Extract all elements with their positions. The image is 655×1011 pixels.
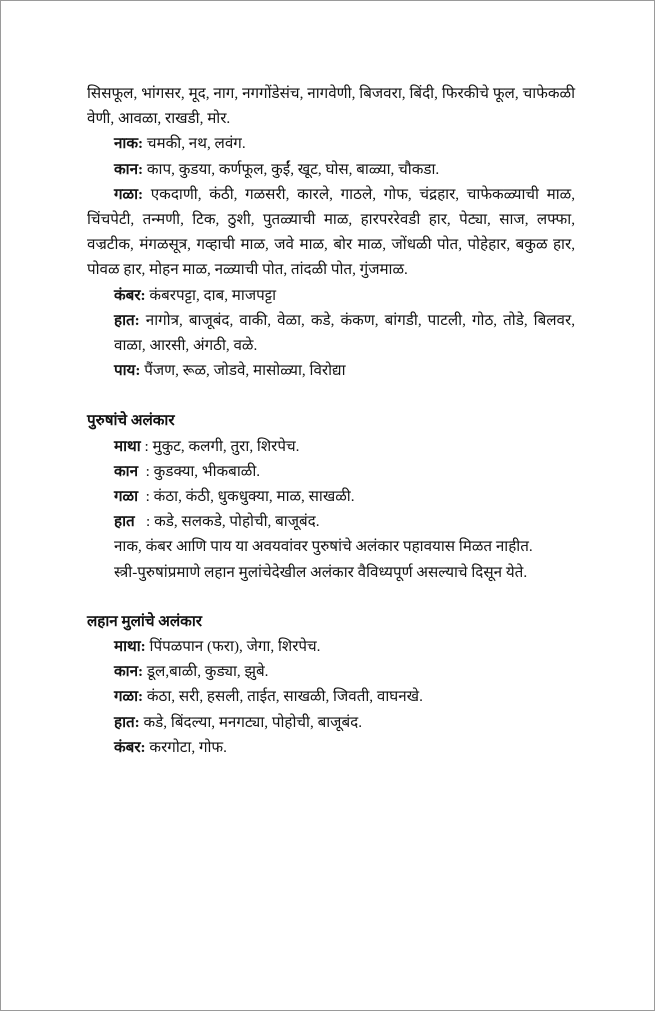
men-note-1: नाक, कंबर आणि पाय या अवयवांवर पुरुषांचे अलंकार पहावयास मिळत नाहीत. — [114, 538, 533, 556]
men-entry-matha — [87, 434, 575, 459]
children-entry-gala — [87, 684, 575, 709]
men-entry-haat-label: हात — [114, 513, 135, 531]
men-entry-gala-sep: : — [138, 488, 154, 506]
women-entry-haat — [87, 308, 575, 358]
men-entry-matha-value: मुकुट, कलगी, तुरा, शिरपेच. — [152, 437, 300, 455]
women-entry-naak-label: नाक: — [114, 135, 144, 153]
page-content — [87, 81, 575, 760]
children-entry-haat-label: हात: — [114, 713, 140, 731]
men-entry-kaan-label: कान — [114, 462, 139, 480]
women-entry-paay — [87, 358, 575, 383]
men-note-2: स्त्री‑पुरुषांप्रमाणे लहान मुलांचेदेखील अलंकार वैविध्यपूर्ण असल्याचे दिसून येते. — [114, 563, 528, 581]
children-entry-gala-value: कंठा, सरी, हसली, ताईत, साखळी, जिवती, वाघनखे. — [146, 688, 423, 706]
men-entry-gala-label: गळा — [114, 488, 139, 506]
children-entry-matha-label: माथा: — [114, 638, 146, 656]
men-entry-matha-sep: : — [140, 437, 153, 455]
women-entry-gala-label: गळा: — [114, 185, 144, 203]
men-section-heading: पुरुषांचे अलंकार — [87, 412, 175, 430]
women-entry-paay-label: पाय: — [114, 362, 141, 380]
women-entry-kambar — [87, 283, 575, 308]
children-entry-kaan — [87, 659, 575, 684]
men-entry-gala-value: कंठा, कंठी, धुकधुक्या, माळ, साखळी. — [153, 488, 355, 506]
men-entry-kaan-value: कुडक्या, भीकबाळी. — [153, 462, 261, 480]
women-entry-kaan — [87, 157, 575, 182]
men-entry-matha-label: माथा — [114, 437, 141, 455]
women-entry-naak — [87, 131, 575, 156]
women-entry-kambar-label: कंबर: — [114, 286, 146, 304]
children-entry-kaan-value: डूल,बाळी, कुड्या, झुबे. — [146, 663, 269, 681]
women-head-paragraph — [87, 81, 575, 131]
children-entry-kaan-label: कान: — [114, 663, 144, 681]
men-entry-haat — [87, 509, 575, 534]
women-entry-paay-value: पैंजण, रूळ, जोडवे, मासोळ्या, विरोद्या — [144, 362, 346, 380]
children-entry-kambar-label: कंबर: — [114, 738, 146, 756]
children-entry-haat-value: कडे, बिंदल्या, मनगट्या, पोहोची, बाजूबंद. — [143, 713, 362, 731]
children-entry-matha-value: पिंपळपान (फरा), जेगा, शिरपेच. — [149, 638, 321, 656]
men-entry-kaan-sep: : — [138, 462, 154, 480]
men-entry-haat-value: कडे, सलकडे, पोहोची, बाजूबंद. — [154, 513, 320, 531]
children-entry-gala-label: गळा: — [114, 688, 144, 706]
women-entry-gala-value: एकदाणी, कंठी, गळसरी, कारले, गाठले, गोफ, चंद्रहार, चाफेकळ्याची माळ, चिंचपेटी, तन्मणी, टिक, ठुशी, पुतळ्याची माळ, हारपररेवडी हार, पेट्या, साज, लफ्फा, वज्रटीक, मंगळसूत्र, गव्हाची माळ, जवे माळ, बोर माळ, जोंधळी पोत, पोहेहार, बकुळ हार, पोवळ हार, मोहन माळ, नळ्याची पोत, तांदळी पोत, गुंजमाळ. — [87, 185, 576, 279]
children-section-heading: लहान मुलांचे अलंकार — [87, 612, 202, 630]
children-entry-kambar — [87, 735, 575, 760]
men-entry-haat-sep: : — [134, 513, 155, 531]
section-gap-1 — [87, 383, 575, 408]
women-entry-kambar-value: कंबरपट्टा, दाब, माजपट्टा — [149, 286, 277, 304]
children-entry-haat — [87, 710, 575, 735]
women-head-line2: फिरकीचे फूल, चाफेकळी वेणी, आवळा, राखडी, मोर. — [87, 85, 576, 128]
men-entry-kaan — [87, 459, 575, 484]
women-entry-haat-label: हात: — [114, 311, 140, 329]
women-entry-gala — [87, 182, 575, 283]
women-entry-haat-value: नागोत्र, बाजूबंद, वाकी, वेळा, कडे, कंकण, बांगडी, पाटली, गोठ, तोडे, बिलवर, वाळा, आरसी, अंगठी, वळे. — [114, 311, 576, 355]
men-entry-gala — [87, 484, 575, 509]
women-head-line1: सिसफूल, भांगसर, मूद, नाग, नगगोंडेसंच, नागवेणी, बिजवरा, बिंदी, — [87, 85, 438, 102]
children-entry-matha — [87, 634, 575, 659]
women-entry-naak-value: चमकी, नथ, लवंग. — [146, 135, 246, 153]
women-entry-kaan-value: काप, कुडया, कर्णफूल, कुईं, खूट, घोस, बाळ्या, चौकडा. — [146, 160, 440, 178]
section-gap-2 — [87, 585, 575, 609]
women-entry-kaan-label: कान: — [114, 160, 144, 178]
children-entry-kambar-value: करगोटा, गोफ. — [149, 738, 227, 756]
